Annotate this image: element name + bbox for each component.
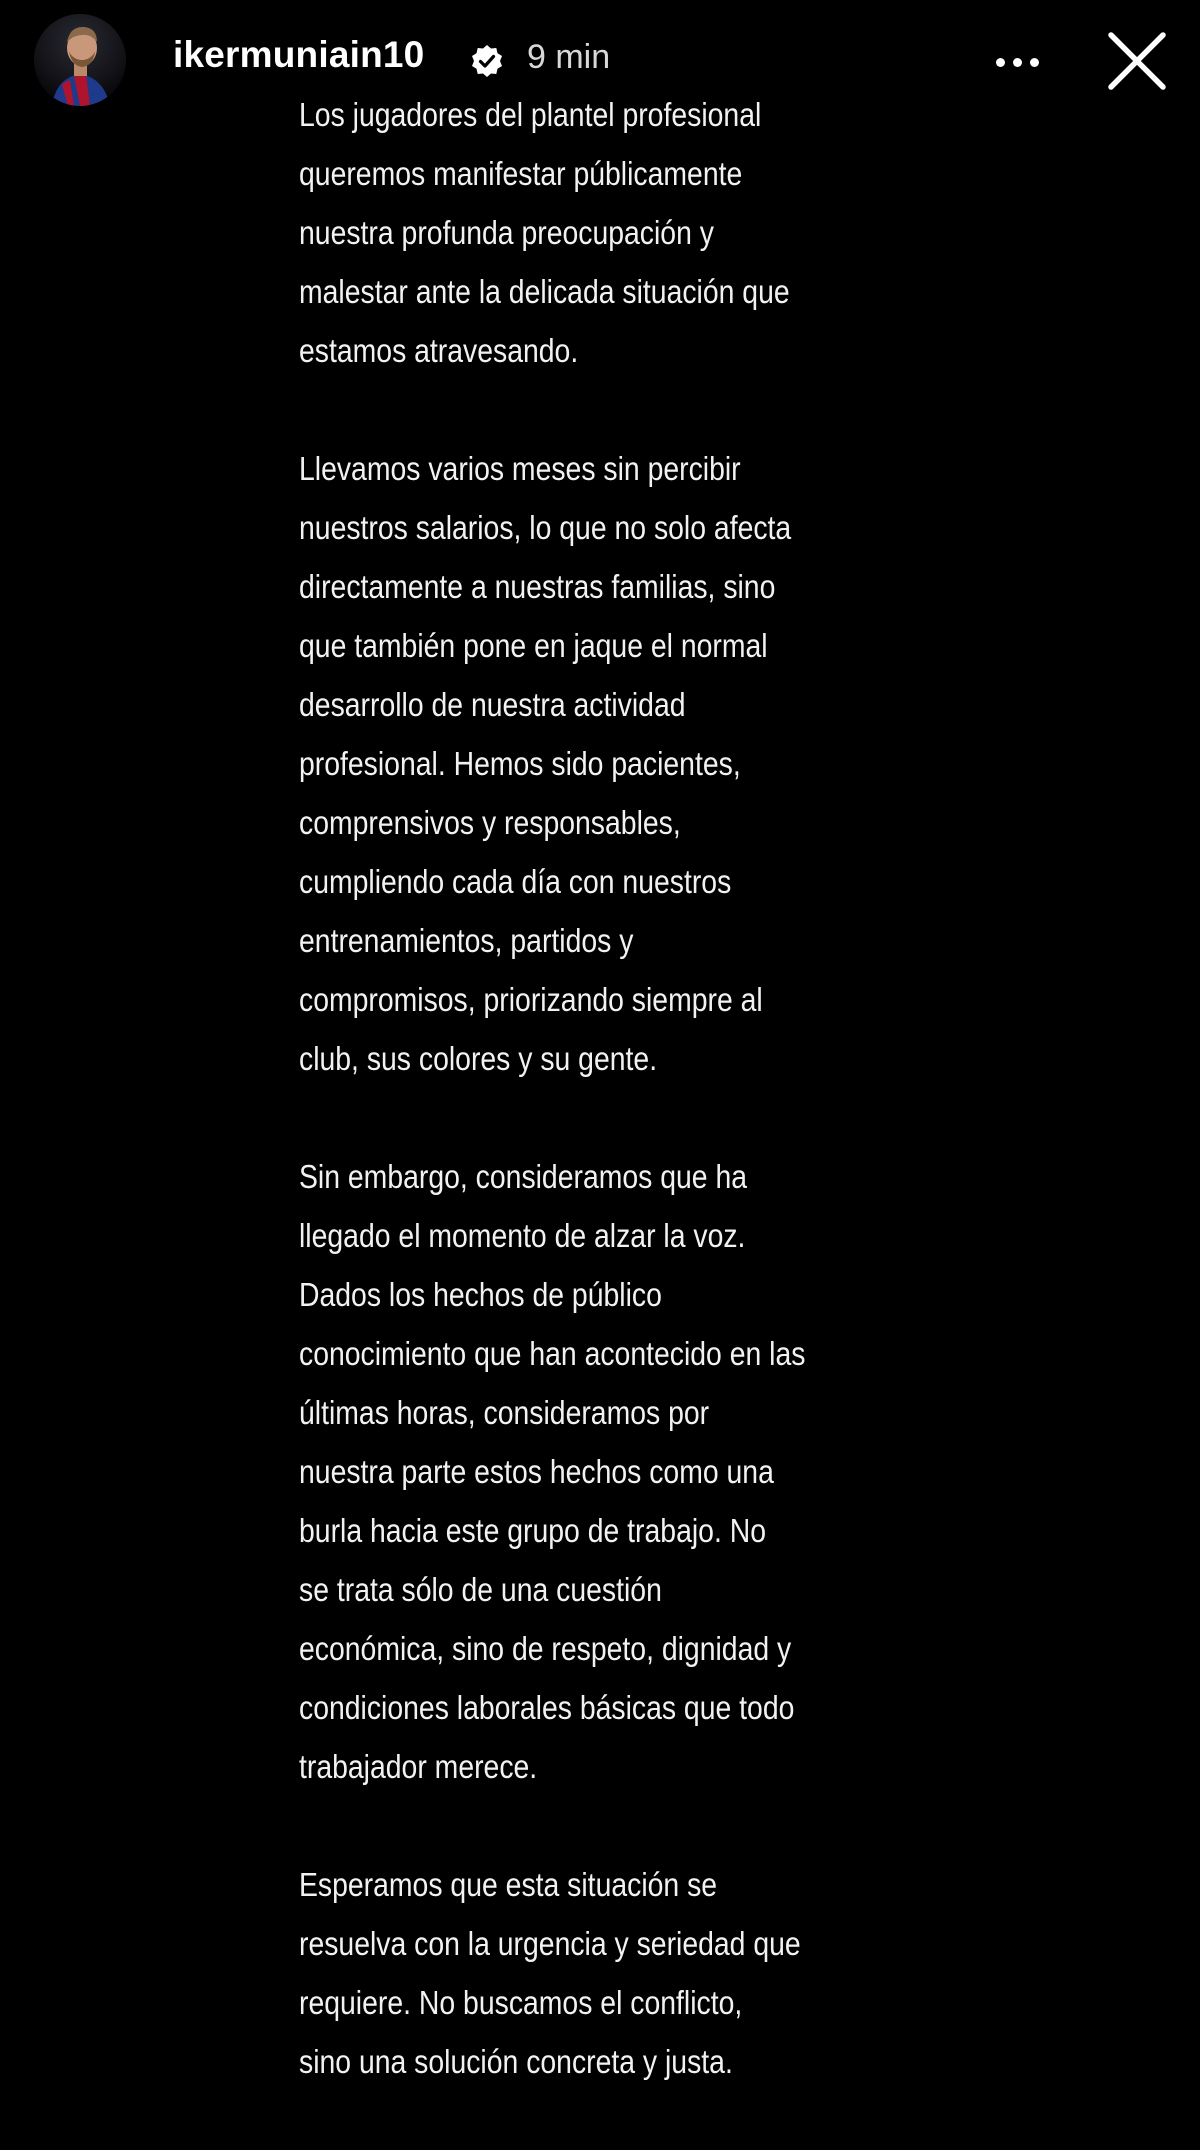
close-icon[interactable]: [1104, 28, 1170, 94]
story-timestamp: 9 min: [527, 38, 611, 76]
story-paragraph: Los jugadores del plantel profesional queremos manifestar públicamente nuestra profunda preocupación y malestar ante la delicada situación que estamos atravesando.: [299, 96, 790, 369]
more-dot-icon: [1030, 58, 1039, 67]
story-paragraph: Llevamos varios meses sin percibir nuestros salarios, lo que no solo afecta directamente a nuestras familias, sino que también pone en jaque el normal desarrollo de nuestra actividad profesional. Hemos sido pacientes, comprensivos y responsables, cumpliendo cada día con nuestros entrenamientos, partidos y compromisos, priorizando siempre al club, sus colores y su gente.: [299, 450, 792, 1077]
more-dot-icon: [996, 58, 1005, 67]
more-options-button[interactable]: [984, 40, 1050, 84]
story-paragraph: Esperamos que esta situación se resuelva con la urgencia y seriedad que requiere. No buscamos el conflicto, sino una solución concreta y justa.: [299, 1866, 801, 2080]
story-paragraph: Sin embargo, consideramos que ha llegado el momento de alzar la voz. Dados los hechos de público conocimiento que han acontecido en las últimas horas, consideramos por nuestra parte estos hechos como una burla hacia este grupo de trabajo. No se trata sólo de una cuestión económica, sino de respeto, dignidad y condiciones laborales básicas que todo trabajador merece.: [299, 1158, 806, 1785]
profile-avatar[interactable]: [34, 14, 126, 106]
more-dot-icon: [1013, 58, 1022, 67]
verified-badge-icon: [470, 44, 504, 78]
story-text-content: [299, 85, 849, 2150]
username[interactable]: ikermuniain10: [173, 34, 425, 75]
